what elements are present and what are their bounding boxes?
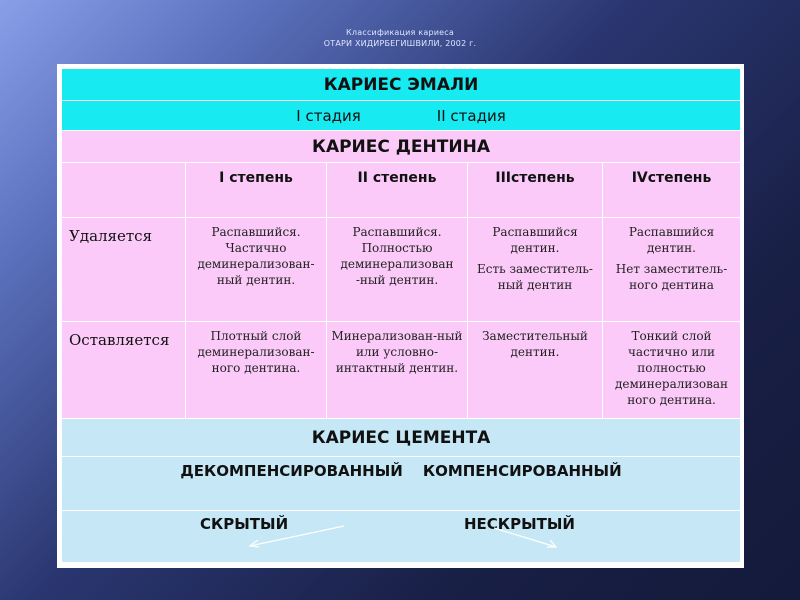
enamel-stage-2: II стадия	[436, 106, 506, 125]
cement-visibility-row	[62, 511, 741, 563]
classification-table	[61, 68, 741, 563]
enamel-stage-1: I стадия	[296, 106, 361, 125]
not-hidden-label: НЕСКРЫТЫЙ	[464, 515, 575, 533]
kept-label: Оставляется	[62, 322, 186, 419]
removed-degree-4	[603, 218, 741, 322]
removed-degree-1	[186, 218, 327, 322]
slide-title	[0, 27, 800, 49]
removed-degree-3	[468, 218, 603, 322]
enamel-stages	[62, 101, 741, 131]
degree-corner-cell	[62, 163, 186, 218]
slide-title-line1: Классификация кариеса	[346, 28, 454, 37]
cement-compensation-row	[62, 457, 741, 511]
removed-degree-2	[327, 218, 468, 322]
removed-degree-1-text: Распавшийся. Частично деминерализован-ный дентин.	[197, 225, 315, 287]
hidden-label: СКРЫТЫЙ	[200, 515, 289, 533]
removed-degree-3-text-2: Есть заместитель-ный дентин	[477, 262, 593, 292]
compensated-label: КОМПЕНСИРОВАННЫЙ	[422, 462, 622, 480]
removed-degree-2-text: Распавшийся. Полностью деминерализован -ный дентин.	[340, 225, 454, 287]
cement-header: КАРИЕС ЦЕМЕНТА	[62, 419, 741, 457]
removed-label: Удаляется	[62, 218, 186, 322]
classification-table-frame	[57, 64, 744, 568]
slide-title-line2: ОТАРИ ХИДИРБЕГИШВИЛИ, 2002 г.	[323, 39, 477, 48]
dentin-header: КАРИЕС ДЕНТИНА	[62, 131, 741, 163]
degree-3: IIIстепень	[468, 163, 603, 218]
kept-degree-1: Плотный слой деминерализован-ного дентина.	[186, 322, 327, 419]
degree-2: II степень	[327, 163, 468, 218]
kept-degree-4: Тонкий слой частично или полностью деминерализован ного дентина.	[603, 322, 741, 419]
cement-arrows	[62, 511, 741, 561]
removed-degree-4-text-1: Распавшийся дентин.	[628, 225, 715, 255]
removed-degree-4-text-2: Нет заместитель-ного дентина	[615, 262, 728, 292]
kept-degree-3: Заместительный дентин.	[468, 322, 603, 419]
hidden-arrow	[250, 526, 344, 547]
enamel-header: КАРИЕС ЭМАЛИ	[62, 69, 741, 101]
degree-1: I степень	[186, 163, 327, 218]
removed-degree-3-text-1: Распавшийся дентин.	[492, 225, 578, 255]
kept-degree-2: Минерализован-ный или условно-интактный дентин.	[327, 322, 468, 419]
degree-4: IVстепень	[603, 163, 741, 218]
not-hidden-arrow	[494, 528, 556, 547]
decompensated-label: ДЕКОМПЕНСИРОВАННЫЙ	[180, 462, 403, 480]
